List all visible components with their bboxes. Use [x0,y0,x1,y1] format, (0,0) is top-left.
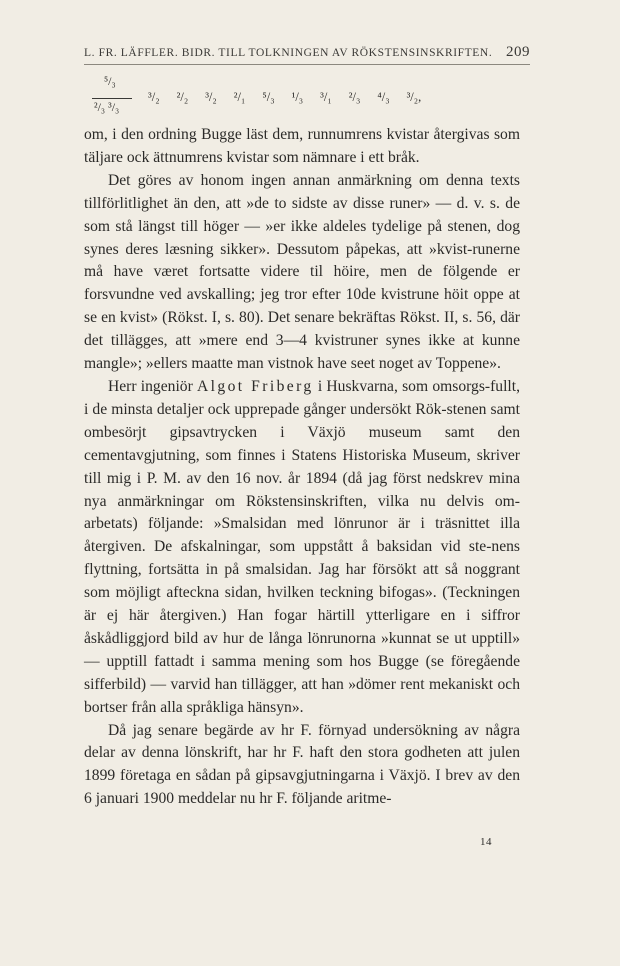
page-number: 209 [506,44,530,60]
person-name-spaced: Algot Friberg [197,377,314,395]
stacked-fraction-bottom: ²/₃ ³/₃ [94,100,120,114]
cipher-fraction-row [88,70,528,120]
fraction-item: ³/₂ [205,90,217,104]
paragraph-3-rest: i Huskvarna, som omsorgs-fullt, i de minsta detaljer ock upprepade gånger undersökt Rök-stenen samt ombesörjt gipsavtrycken i Växjö museum samt den cementavgjutning, som finnes i Statens Historiska Museum, skriver till mig i P. M. av den 16 nov. år 1894 (då jag först nedskrev mina nya anmärkningar om Rökstensinskriften, vilka nu delvis om-arbetats) följande: »Smalsidan med lönrunor är i träsnittet illa återgiven. De afskalningar, som uppstått å baksidan vid ste-nens flyttning, fortsätta in på smalsidan. Jag har försökt att så noggrant som möjligt afteckna sidan, hvilken teckning bifogas». (Teckningen är ej här återgiven.) Han fogar härtill ytterligare en i siffror åskådliggjord bild av hur de långa lönrunorna »kunnat se ut upptill» — upptill fattadt i samma mening som hos Bugge (se föregående sifferbild) — varvid han tillägger, att han »dömer rent mekaniskt och bortser från alla språkliga hänsyn». [84,377,520,716]
header-rule [84,64,530,65]
fraction-item: ²/₂ [176,90,189,104]
paragraph-3-lead: Herr ingeniör [108,377,198,395]
body-text [84,124,520,811]
fraction-item: ²/₁ [233,90,246,104]
fraction-series [148,90,421,105]
paragraph-4: Då jag senare begärde av hr F. förnyad undersökning av några delar av denna lönskrift, har hr F. haft den stora godheten att julen 1899 företaga en sådan på gipsavgjutningarna i Växjö. I brev av den 6 januari 1900 meddelar nu hr F. följande aritme- [84,721,520,808]
paragraph-2: Det göres av honom ingen annan anmärkning om denna texts tillförlitlighet än den, att »de to sidste av disse runer» — d. v. s. de som stå längst till höger — »er ikke aldeles tydelige på stenen, dog synes deres læsning sikker». Dessutom påpekas, att »kvist-runerne må have været fortsatte videre til höire, men de fölgende er forsvundne ved avskalling; jeg tror efter 10de kvistrune höit oppe at se en kvist» (Rökst. I, s. 80). Det senare bekräftas Rökst. II, s. 56, där det tillägges, att »mere end 3—4 kvistruner synes ikke at kunne mangle»; »ellers maatte man vistnok have seet noget av Toppene». [84,171,520,373]
fraction-item: ⁴/₃ [377,90,390,104]
fraction-item: ²/₃ [348,90,361,104]
fraction-item: ¹/₃ [291,90,304,104]
running-head-title: L. FR. LÄFFLER. BIDR. TILL TOLKNINGEN AV RÖKSTENSINSKRIFTEN. [84,47,493,59]
fraction-item: ³/₁ [320,90,332,104]
paragraph-3 [84,376,520,720]
stacked-fraction [88,70,136,118]
fraction-item: ⁵/₃ [262,90,275,104]
running-head [84,44,530,61]
fraction-item: ³/₂ [148,90,160,104]
fraction-bar [92,98,132,99]
fraction-item: ³/₂, [406,90,422,104]
signature-mark: 14 [480,836,492,848]
stacked-fraction-top: ⁵/₃ [104,74,116,88]
paragraph-1: om, i den ordning Bugge läst dem, runnumrens kvistar återgivas som täljare ock ättnumrens kvistar som nämnare i ett bråk. [84,126,520,166]
